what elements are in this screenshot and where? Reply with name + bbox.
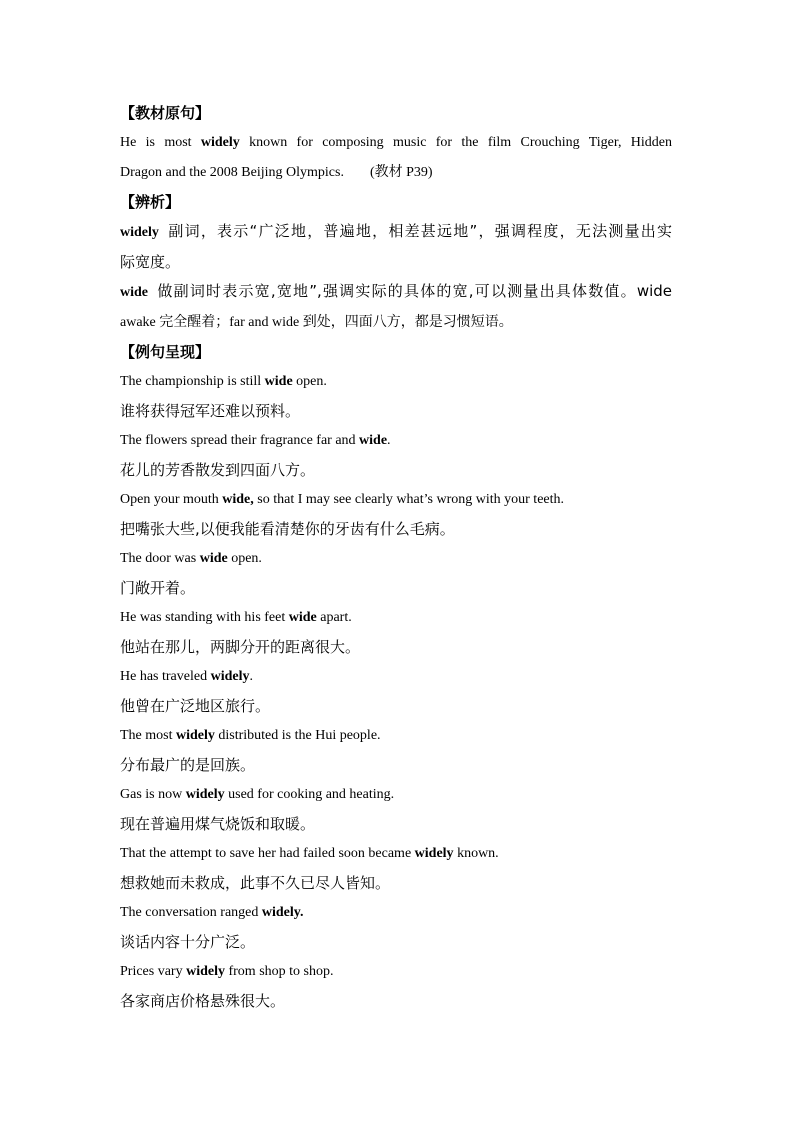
analysis-wide-text-1: 做副词时表示宽,宽地”,强调实际的具体的宽,可以测量出具体数值。wide	[157, 282, 673, 300]
example-item	[120, 485, 672, 544]
example-en-before: The door was	[120, 551, 200, 566]
example-en-bold: widely	[414, 846, 454, 861]
example-en-before: Gas is now	[120, 787, 186, 802]
example-en-after: from shop to shop.	[224, 964, 334, 979]
example-english	[120, 662, 672, 692]
example-en-before: The conversation ranged	[120, 905, 262, 920]
example-chinese: 各家商店价格悬殊很大。	[120, 991, 286, 1010]
textbook-source: (教材 P39)	[369, 164, 433, 180]
example-english	[120, 485, 672, 515]
example-en-bold: wide	[359, 433, 388, 448]
example-en-bold: wide	[288, 610, 317, 625]
original-sentence-line-1	[120, 128, 672, 158]
example-en-bold: widely	[186, 964, 225, 979]
example-en-before: He has traveled	[120, 669, 211, 684]
example-chinese: 门敞开着。	[120, 578, 196, 597]
analysis-widely-text-1: 副词，表示“广泛地，普遍地，相差甚远地”，强调程度，无法测量出实	[168, 222, 673, 240]
example-item	[120, 898, 672, 957]
example-en-bold: wide	[264, 374, 293, 389]
example-en-bold: widely	[210, 669, 250, 684]
example-en-before: The championship is still	[120, 374, 265, 389]
example-item	[120, 662, 672, 721]
example-item	[120, 544, 672, 603]
example-item	[120, 839, 672, 898]
example-chinese: 现在普遍用煤气烧饭和取暖。	[120, 814, 316, 833]
example-en-before: The flowers spread their fragrance far and	[120, 433, 360, 448]
example-en-after: distributed is the Hui people.	[214, 728, 381, 743]
example-list	[120, 367, 672, 1016]
example-chinese: 把嘴张大些,以便我能看清楚你的牙齿有什么毛病。	[120, 519, 455, 538]
example-en-before: That the attempt to save her had failed soon became	[120, 846, 415, 861]
example-chinese: 他曾在广泛地区旅行。	[120, 696, 271, 715]
example-en-before: He was standing with his feet	[120, 610, 289, 625]
analysis-widely-line-1	[120, 217, 672, 248]
example-item	[120, 426, 672, 485]
original-text-before: He is most	[120, 135, 201, 150]
example-chinese: 分布最广的是回族。	[120, 755, 256, 774]
example-en-after: open.	[292, 374, 327, 389]
original-sentence-line-2	[120, 158, 672, 188]
example-english	[120, 603, 672, 633]
example-item	[120, 367, 672, 426]
example-en-bold: widely	[185, 787, 225, 802]
heading-examples: 【例句呈现】	[120, 343, 211, 361]
example-english	[120, 367, 672, 397]
analysis-word-widely: widely	[120, 225, 159, 240]
example-item	[120, 721, 672, 780]
example-english	[120, 839, 672, 869]
example-english	[120, 426, 672, 456]
example-chinese: 想救她而未救成，此事不久已尽人皆知。	[120, 873, 391, 892]
example-en-before: Prices vary	[120, 964, 187, 979]
example-en-before: The most	[120, 728, 176, 743]
example-chinese: 花儿的芳香散发到四面八方。	[120, 460, 316, 479]
example-english	[120, 780, 672, 810]
example-en-after: used for cooking and heating.	[224, 787, 395, 802]
heading-original-sentence: 【教材原句】	[120, 104, 211, 122]
analysis-widely-line-2: 际宽度。	[120, 252, 181, 271]
example-en-bold: widely.	[261, 905, 304, 920]
example-english	[120, 544, 672, 574]
original-text-line-2: Dragon and the 2008 Beijing Olympics.	[120, 164, 344, 180]
example-en-after: known.	[453, 846, 499, 861]
example-english	[120, 957, 672, 987]
example-chinese: 谁将获得冠军还难以预料。	[120, 401, 301, 420]
example-en-after: .	[387, 433, 391, 448]
example-en-after: open.	[227, 551, 262, 566]
example-item	[120, 780, 672, 839]
analysis-wide-line-1	[120, 277, 672, 308]
document-page	[120, 98, 672, 1016]
analysis-wide-line-2: awake 完全醒着；far and wide 到处，四面八方，都是习惯短语。	[120, 314, 513, 330]
example-en-after: apart.	[316, 610, 352, 625]
example-en-bold: wide	[199, 551, 228, 566]
example-item	[120, 957, 672, 1016]
example-en-after: so that I may see clearly what’s wrong with your teeth.	[253, 492, 565, 507]
example-english	[120, 721, 672, 751]
example-en-after: .	[249, 669, 253, 684]
original-text-after: known for composing music for the film Crouching Tiger, Hidden	[239, 135, 673, 150]
example-en-before: Open your mouth	[120, 492, 223, 507]
example-en-bold: widely	[176, 728, 215, 743]
example-chinese: 他站在那儿，两脚分开的距离很大。	[120, 637, 361, 656]
example-english	[120, 898, 672, 928]
example-en-bold: wide,	[222, 492, 254, 507]
analysis-word-wide: wide	[120, 285, 148, 300]
original-bold-widely: widely	[200, 135, 240, 150]
heading-analysis: 【辨析】	[120, 193, 181, 211]
example-item	[120, 603, 672, 662]
example-chinese: 谈话内容十分广泛。	[120, 932, 256, 951]
